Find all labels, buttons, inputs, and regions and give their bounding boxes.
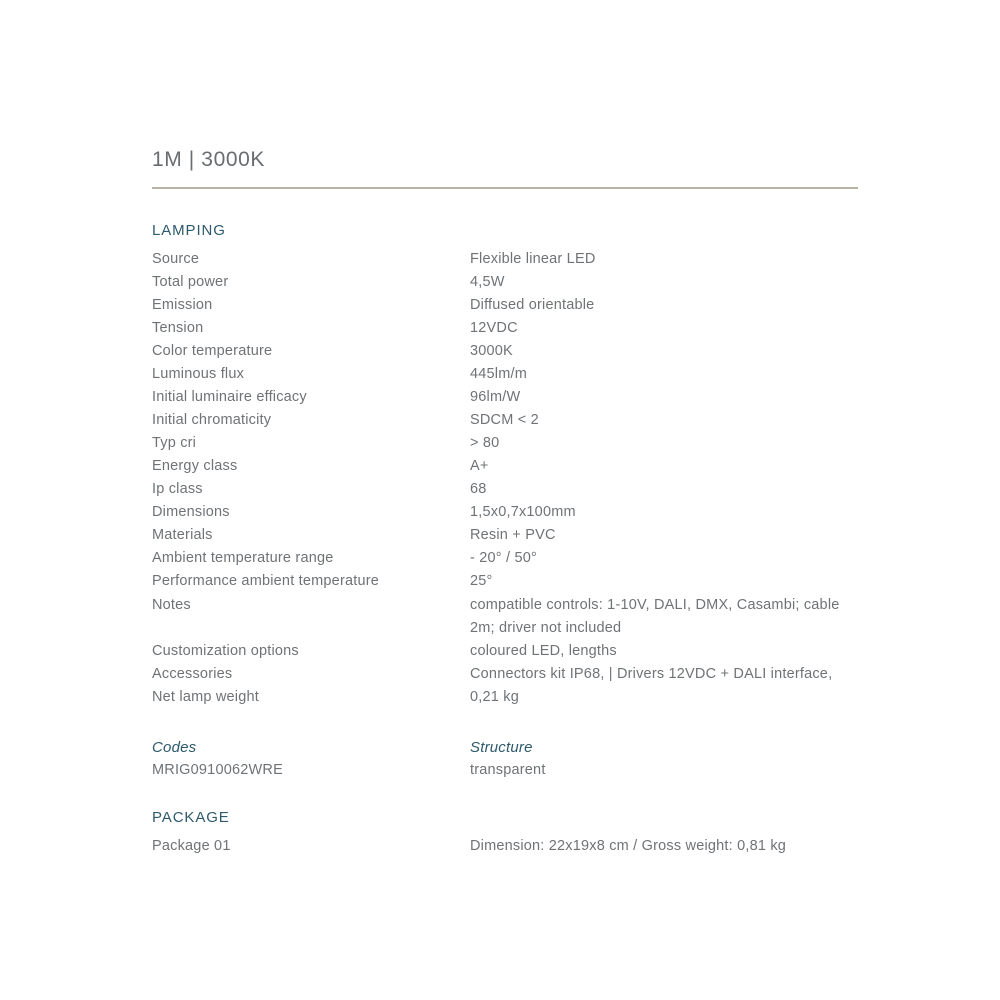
spec-label: Tension bbox=[152, 320, 204, 336]
spec-label: Color temperature bbox=[152, 343, 273, 359]
spec-value: 445lm/m bbox=[470, 366, 527, 382]
codes-header: Codes bbox=[152, 739, 197, 756]
structure-header: Structure bbox=[470, 739, 533, 756]
spec-row-emission bbox=[152, 294, 858, 317]
spec-value: 4,5W bbox=[470, 274, 505, 290]
spec-row-source bbox=[152, 248, 858, 271]
spec-value: coloured LED, lengths bbox=[470, 643, 617, 659]
spec-value: 12VDC bbox=[470, 320, 518, 336]
spec-label: Ip class bbox=[152, 481, 203, 497]
spec-label: Typ cri bbox=[152, 435, 197, 451]
spec-row-luminous-flux bbox=[152, 363, 858, 386]
spec-row-package-01 bbox=[152, 835, 858, 858]
title-divider bbox=[152, 187, 858, 189]
spec-row-total-power bbox=[152, 271, 858, 294]
spec-row-ambient-temperature-range bbox=[152, 547, 858, 570]
spec-row-dimensions bbox=[152, 501, 858, 524]
spec-row-accessories bbox=[152, 663, 858, 686]
spec-value: 3000K bbox=[470, 343, 513, 359]
spec-value: compatible controls: 1-10V, DALI, DMX, Casambi; cable 2m; driver not included bbox=[470, 597, 840, 636]
codes-section bbox=[152, 736, 858, 782]
spec-label: Luminous flux bbox=[152, 366, 245, 382]
package-section bbox=[152, 809, 858, 858]
spec-value: Flexible linear LED bbox=[470, 251, 596, 267]
spec-value: Dimension: 22x19x8 cm / Gross weight: 0,81 kg bbox=[470, 838, 787, 854]
structure-value: transparent bbox=[470, 762, 546, 778]
spec-label: Materials bbox=[152, 527, 213, 543]
spec-value: Connectors kit IP68, | Drivers 12VDC + DALI interface, bbox=[470, 666, 833, 682]
spec-label: Energy class bbox=[152, 458, 238, 474]
spec-row-luminaire-efficacy bbox=[152, 386, 858, 409]
spec-value: > 80 bbox=[470, 435, 500, 451]
spec-value: 25° bbox=[470, 573, 493, 589]
spec-value: Resin + PVC bbox=[470, 527, 556, 543]
spec-label: Dimensions bbox=[152, 504, 230, 520]
structure-column bbox=[470, 736, 858, 782]
page-title: 1M | 3000K bbox=[152, 148, 266, 171]
spec-label: Customization options bbox=[152, 643, 299, 659]
spec-row-net-lamp-weight bbox=[152, 686, 858, 709]
spec-label: Source bbox=[152, 251, 200, 267]
spec-row-ip-class bbox=[152, 478, 858, 501]
spec-label: Notes bbox=[152, 597, 191, 613]
spec-sheet-content bbox=[152, 148, 858, 858]
spec-row-customization-options bbox=[152, 640, 858, 663]
spec-row-tension bbox=[152, 317, 858, 340]
spec-row-typ-cri bbox=[152, 432, 858, 455]
spec-label: Emission bbox=[152, 297, 213, 313]
spec-row-energy-class bbox=[152, 455, 858, 478]
spec-value: SDCM < 2 bbox=[470, 412, 539, 428]
spec-label: Initial luminaire efficacy bbox=[152, 389, 307, 405]
spec-row-notes bbox=[152, 594, 858, 640]
spec-value: 0,21 kg bbox=[470, 689, 519, 705]
lamping-spec-table bbox=[152, 248, 858, 709]
spec-value: 1,5x0,7x100mm bbox=[470, 504, 576, 520]
codes-column bbox=[152, 736, 470, 782]
spec-value: A+ bbox=[470, 458, 489, 474]
spec-row-performance-ambient-temperature bbox=[152, 570, 858, 593]
spec-label: Accessories bbox=[152, 666, 233, 682]
spec-row-color-temperature bbox=[152, 340, 858, 363]
spec-row-materials bbox=[152, 524, 858, 547]
spec-label: Initial chromaticity bbox=[152, 412, 272, 428]
spec-label: Performance ambient temperature bbox=[152, 573, 380, 589]
spec-value: 96lm/W bbox=[470, 389, 521, 405]
package-section-header: PACKAGE bbox=[152, 809, 230, 826]
product-code: MRIG0910062WRE bbox=[152, 762, 283, 778]
spec-label: Package 01 bbox=[152, 838, 231, 854]
lamping-section-header: LAMPING bbox=[152, 222, 226, 239]
spec-value: - 20° / 50° bbox=[470, 550, 537, 566]
spec-label: Total power bbox=[152, 274, 229, 290]
spec-label: Net lamp weight bbox=[152, 689, 259, 705]
spec-value: 68 bbox=[470, 481, 487, 497]
spec-label: Ambient temperature range bbox=[152, 550, 334, 566]
spec-value: Diffused orientable bbox=[470, 297, 595, 313]
spec-row-chromaticity bbox=[152, 409, 858, 432]
